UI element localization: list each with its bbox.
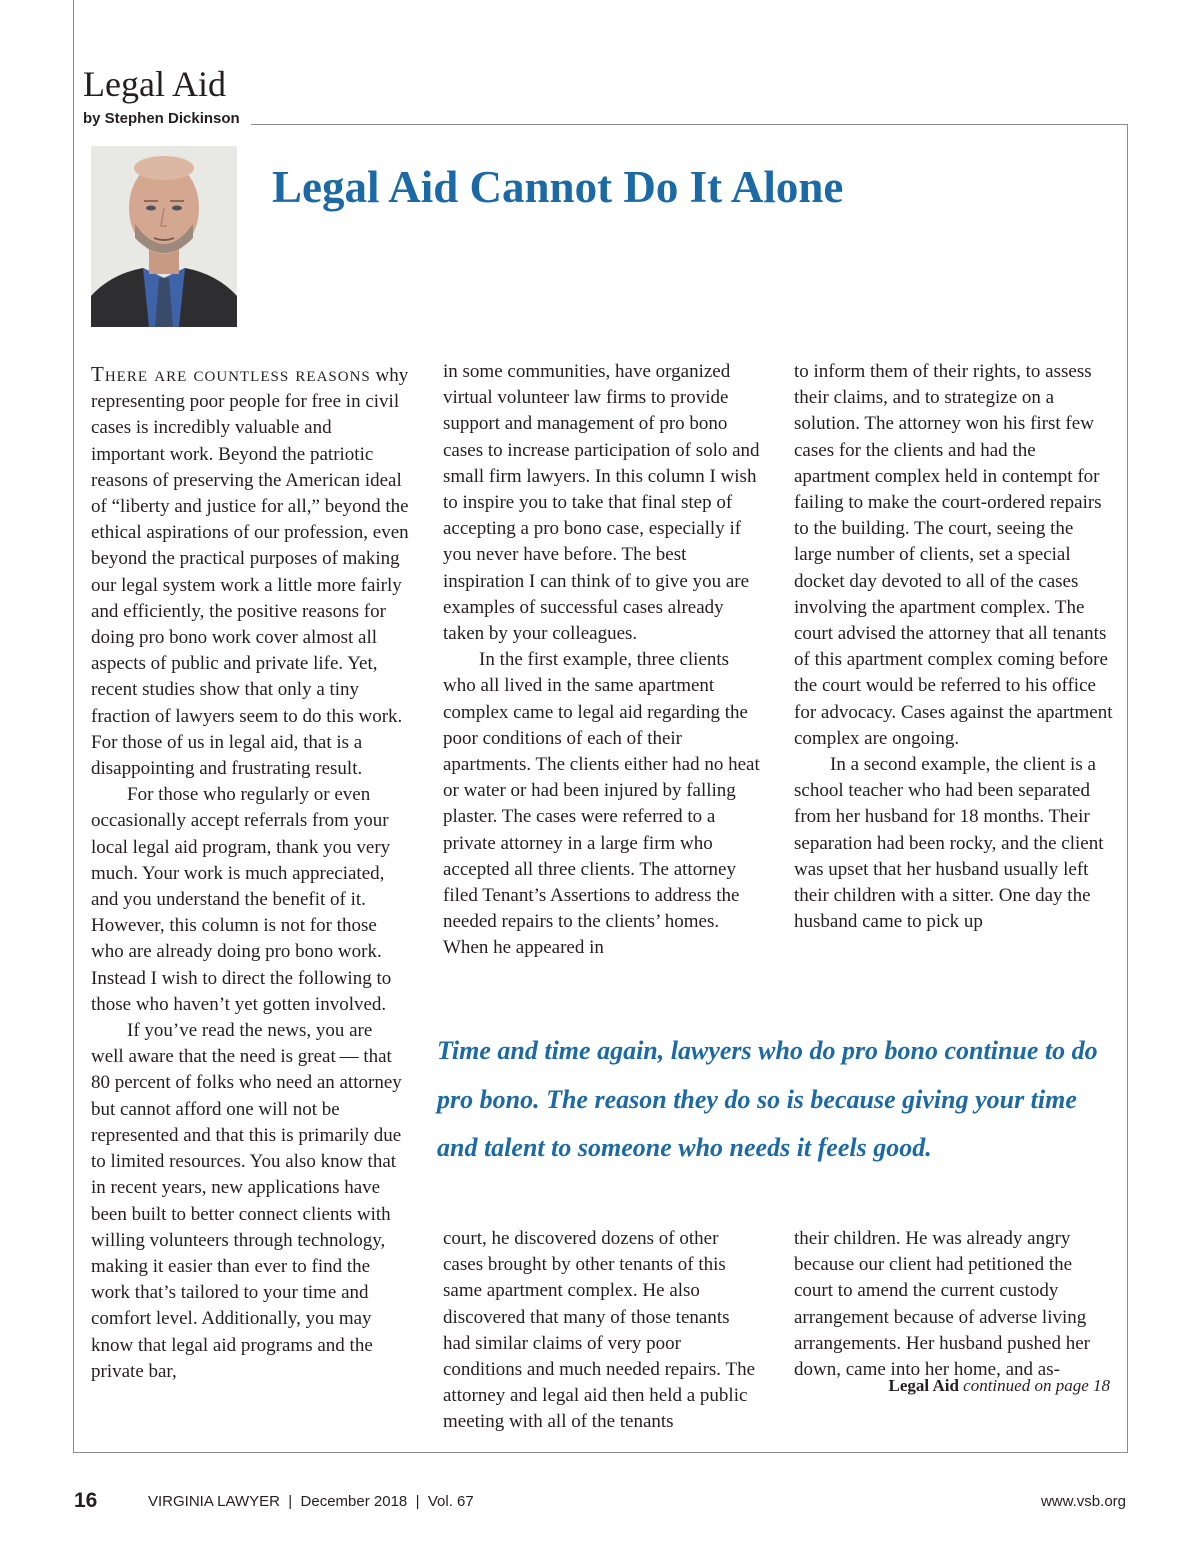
paragraph: For those who regularly or even occasionally accept referrals from your local legal aid program, thank you very much. Your work is much appreciated, and you understand the benefit of it. However, this column is not for those who are already doing pro bono work. Instead I wish to direct the following to those who haven’t yet gotten involved.: [91, 784, 392, 1015]
page-number: 16: [74, 1489, 98, 1512]
article-column-2-continued: [443, 1226, 761, 1436]
pull-quote: Time and time again, lawyers who do pro bono continue to do pro bono. The reason they do so is because giving your time and talent to someone who needs it feels good.: [437, 1036, 1098, 1162]
section-title: Legal Aid: [83, 64, 226, 104]
page-gutter-rule: [73, 0, 74, 1452]
article-column-1: [91, 361, 409, 1385]
paragraph: If you’ve read the news, you are well aware that the need is great — that 80 percent of folks who need an attorney but cannot afford one will not be represented and that this is primarily due to limited resources. You also know that in recent years, new applications have been built to better connect clients with willing volunteers through technology, making it easier than ever to find the work that’s tailored to your time and comfort level. Additionally, you may know that legal aid programs and the private bar,: [91, 1020, 402, 1382]
paragraph: [91, 361, 409, 782]
frame-bottom-rule: [73, 1452, 1128, 1453]
paragraph-text: why representing poor people for free in civil cases is incredibly valuable and important work. Beyond the patriotic reasons of preserving the American ideal of “liberty and justice for all,” beyond the ethical aspirations of our profession, even beyond the practical purposes of making our legal system work a little more fairly and efficiently, the positive reasons for doing pro bono work cover almost all aspects of public and private life. Yet, recent studies show that only a tiny fraction of lawyers seem to do this work. For those of us in legal aid, that is a disappointing and frustrating result.: [91, 365, 409, 780]
lead-in-text: There are countless reasons: [91, 362, 371, 386]
frame-top-rule: [251, 124, 1128, 125]
website-link[interactable]: www.vsb.org: [1040, 1493, 1126, 1510]
continued-label: Legal Aid: [888, 1376, 959, 1395]
publication-info: VIRGINIA LAWYER | December 2018 | Vol. 67: [148, 1493, 474, 1510]
article-headline: Legal Aid Cannot Do It Alone: [272, 162, 844, 212]
paragraph: In the first example, three clients who all lived in the same apartment complex came to legal aid regarding the poor conditions of each of their apartments. The clients either had no heat or water or had been injured by falling plaster. The cases were referred to a private attorney in a large firm who accepted all three clients. The attorney filed Tenant’s Assertions to address the needed repairs to the clients’ homes. When he appeared in: [443, 649, 760, 959]
article-column-3: [794, 359, 1114, 935]
paragraph: to inform them of their rights, to assess their claims, and to strategize on a solution. The attorney won his first few cases for the clients and had the apartment complex held in contempt for failing to make the court-ordered repairs to the building. The court, seeing the large number of clients, set a special docket day devoted to all of the cases involving the apartment complex. The court advised the attorney that all tenants of this apartment complex coming before the court would be referred to his office for advocacy. Cases against the apartment complex are ongoing.: [794, 361, 1113, 749]
continued-link-text[interactable]: continued on page 18: [963, 1376, 1110, 1395]
paragraph: in some communities, have organized virtual volunteer law firms to provide support and management of pro bono cases to increase participation of solo and small firm lawyers. In this column I wish to inspire you to take that final step of accepting a pro bono case, especially if you never have before. The best inspiration I can think of to give you are examples of successful cases already taken by your colleagues.: [443, 361, 760, 645]
author-byline: by Stephen Dickinson: [83, 110, 240, 127]
article-column-2: [443, 359, 761, 962]
paragraph: In a second example, the client is a school teacher who had been separated from her husband for 18 months. Their separation had been rocky, and the client was upset that her husband usually left their children with a sitter. One day the husband came to pick up: [794, 754, 1104, 933]
article-column-3-continued: [794, 1226, 1114, 1383]
continued-notice: [794, 1374, 1110, 1398]
paragraph: court, he discovered dozens of other cases brought by other tenants of this same apartment complex. He also discovered that many of those tenants had similar claims of very poor conditions and much needed repairs. The attorney and legal aid then held a public meeting with all of the tenants: [443, 1228, 755, 1433]
frame-right-rule: [1127, 124, 1128, 1452]
author-photo: [91, 146, 237, 327]
paragraph: their children. He was already angry because our client had petitioned the court to amend the current custody arrangement because of adverse living arrangements. Her husband pushed her down, came into her home, and as-: [794, 1228, 1090, 1381]
